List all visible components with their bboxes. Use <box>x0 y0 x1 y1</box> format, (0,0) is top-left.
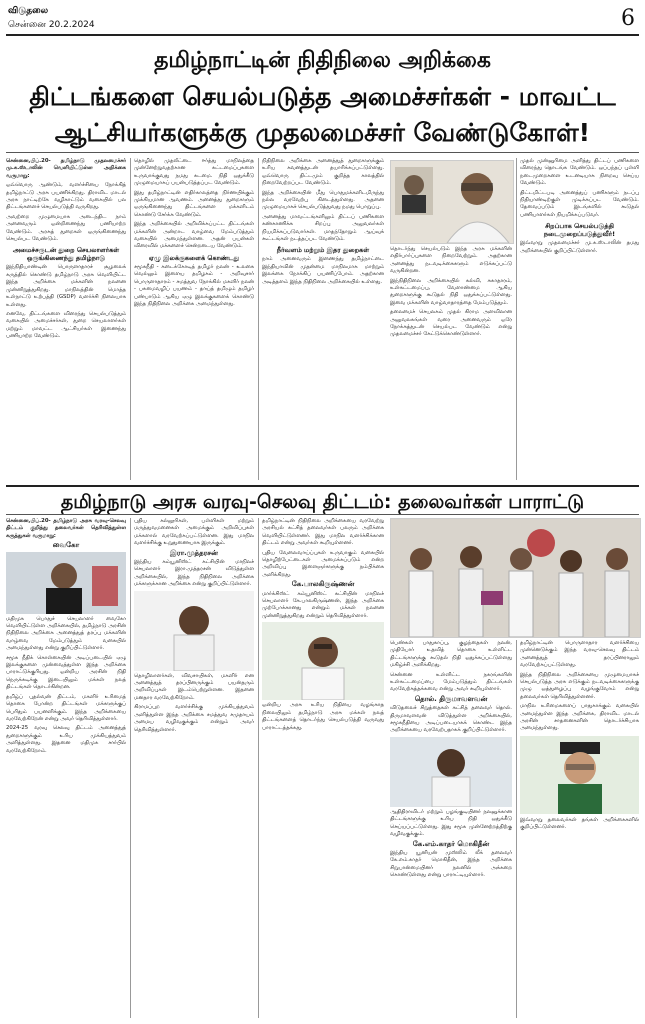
chief-minister-photo <box>390 160 514 244</box>
headline-line-3: ஆட்சியர்களுக்கு முதலமைச்சர் வேண்டுகோள்! <box>54 118 591 147</box>
section2-header <box>6 485 639 517</box>
paragraph: இந்த அறிக்கையின் மீது பொதுமக்களிடமிருந்து நல்ல வரவேற்பு கிடைத்துள்ளது. அதனை முழுமையாகச் செயல்படுத்துவது நமது பொறுப்பு. <box>262 189 384 211</box>
story1-column-3 <box>262 158 384 480</box>
paragraph: தமிழ்நாட்டின் நிதிநிலை அறிக்கையை வரவேற்று அரசியல் கட்சித் தலைவர்கள் பலரும் அறிக்கை வெளியிட்டுள்ளனர். இது மாநில வளர்ச்சிக்கான திட்டம் என்று அவர்கள் கூறியுள்ளனர். <box>262 518 384 547</box>
story1-column-2 <box>134 158 254 480</box>
leader-name-kader-mohideen: கே.எம்.காதர் மொகிதீன் <box>412 839 490 848</box>
paragraph: இந்திய யூனியன் முஸ்லிம் லீக் தலைவர் கே.எம்.காதர் மொகிதீன், இந்த அறிக்கை சிறுபான்மையினர் நலனில் அக்கறை கொண்டுள்ளது என்று பாராட்டியுள்ளார். <box>390 849 512 879</box>
thirumavalavan-photo-graphic <box>390 737 512 807</box>
paragraph: இந்நிதியாண்டின் பொருளாதாரச் சூழலைக் கருத்தில் கொண்டு தமிழ்நாடு அரசு வெளியிட்ட இந்த அறிக்கை மக்களின் நலனை முன்னிறுத்துகிறது. மாநிலத்தின் மொத்த உள்நாட்டு உற்பத்தி (GSDP) வளர்ச்சி நிலையாக உள்ளது. <box>6 264 126 308</box>
headline-rule <box>6 152 639 153</box>
story1-column-5 <box>520 158 639 480</box>
section2-column-4 <box>390 640 512 1018</box>
column-divider <box>516 158 517 480</box>
section2-title: தமிழ்நாடு அரசு வரவு-செலவு திட்டம்: தலைவர்கள் பாராட்டு <box>60 491 585 513</box>
paragraph: புதிய கல்லூரிகள், பள்ளிகள் மற்றும் மருத்துவமனைகள் அமைக்கும் அறிவிப்புகள் மக்களால் வரவேற்கப்பட்டுள்ளன. இது மாநில வளர்ச்சிக்கு உறுதுணையாக இருக்கும். <box>134 518 254 547</box>
paragraph: விடுதலைச் சிறுத்தைகள் கட்சித் தலைவர் தொல். திருமாவளவன் விடுத்துள்ள அறிக்கையில், சமூகநீதியை அடிப்படையாகக் கொண்ட இந்த அறிக்கையை வரவேற்பதாகக் குறிப்பிட்டுள்ளார். <box>390 705 512 734</box>
thirumavalavan-photo <box>390 737 512 807</box>
subhead: அமைச்சருடன் துறை செயலாளர்கள் ஒருங்கிணைந்து தமிழ்நாடு <box>12 246 120 263</box>
story1-lead: சென்னை,பிப்.20- தமிழ்நாடு முதலமைச்சர் மு.க.ஸ்டாலின் வெளியிட்டுள்ள அறிக்கை வருமாறு: <box>6 158 126 179</box>
paragraph: இந்நிதிநிலை அறிக்கையில் கல்வி, சுகாதாரம், உள்கட்டமைப்பு, வேளாண்மை ஆகிய துறைகளுக்கு கூடுதல் நிதி ஒதுக்கப்பட்டுள்ளது. இவை மக்களின் வாழ்வாதாரத்தை மேம்படுத்தும். <box>390 277 512 306</box>
section2-column-3 <box>262 518 384 1018</box>
leader-name-thirumavalavan: தொல். திருமாவளவன் <box>414 694 488 703</box>
column-divider <box>258 158 259 480</box>
paragraph: 2024-25 வரவு செலவு திட்டம் அனைத்துத் துறைகளுக்கும் உரிய முக்கியத்துவம் அளித்துள்ளது. இதனை மதிமுக சார்பில் வரவேற்கிறோம். <box>6 725 126 754</box>
paragraph: இந்திய கம்யூனிஸ்ட் கட்சியின் மாநிலச் செயலாளர் இரா.முத்தரசன் விடுத்துள்ள அறிக்கையில், இந்த நிதிநிலை அறிக்கை மக்களுக்கான அறிக்கை என்று குறிப்பிட்டுள்ளார். <box>134 559 254 588</box>
paragraph: அனைத்து மாவட்டங்களிலும் திட்டப் பணிகளை கண்காணிக்க சிறப்பு அலுவலர்கள் நியமிக்கப்படுவார்கள். மாதந்தோறும் ஆய்வுக் கூட்டங்கள் நடத்தப்பட வேண்டும். <box>262 213 384 243</box>
paragraph: தமிழ்ப் புதல்வன் திட்டம், மகளிர் உரிமைத் தொகை போன்ற திட்டங்கள் மக்களுக்குப் பெரிதும் பயனளிக்கும். இந்த அறிக்கையை வரவேற்கிறேன் என்று அவர் தெரிவித்துள்ளார். <box>6 693 126 722</box>
paragraph: இந்த அறிக்கையில் அறிவிக்கப்பட்ட திட்டங்கள் மக்களின் அன்றாட வாழ்வை மேம்படுத்தும் வகையில் அமைந்துள்ளன. அதன் பயன்கள் விரைவில் மக்களைச் சென்றடைய வேண்டும். <box>134 221 254 250</box>
group-photo-graphic <box>391 519 640 637</box>
kader-mohideen-photo <box>520 736 639 814</box>
dateline: சென்னை 20.2.2024 <box>8 20 95 30</box>
paragraph: திட்டமிட்டபடி அனைத்துப் பணிகளும் நடப்பு நிதியாண்டிற்குள் முடிக்கப்பட வேண்டும். தேவைப்படும் இடங்களில் கூடுதல் பணியாளர்கள் நியமிக்கப்படுவர். <box>520 189 639 218</box>
leader-name-mutharasan: இரா.முத்தரசன் <box>170 548 218 557</box>
balakrishnan-photo <box>262 622 384 700</box>
paragraph: சென்னை உள்ளிட்ட நகரங்களின் உள்கட்டமைப்பை மேம்படுத்தும் திட்டங்கள் வரவேற்கத்தக்கவை என்று அவர் கூறியுள்ளார். <box>390 671 512 693</box>
paragraph: மாநில உரிமைகளைப் பாதுகாக்கும் வகையில் அமைந்துள்ள இந்த அறிக்கை, திராவிட மாடல் அரசின் சாதனைகளின் தொடர்ச்சியாக அமைந்துள்ளது. <box>520 703 639 732</box>
paragraph: சமூக நீதிக் கொள்கையின் அடிப்படையில் ஏழு இலக்குகளை முன்வைத்துள்ள இந்த அறிக்கை பாராட்டுக்குரியது. ஒன்றிய அரசின் நிதி நெருக்கடிக்கு இடையிலும் மக்கள் நலத் திட்டங்கள் தொடர்கின்றன. <box>6 654 126 691</box>
paragraph: கிராமப்புற வளர்ச்சிக்கு முக்கியத்துவம் அளித்துள்ள இந்த அறிக்கை சமத்துவ சமுதாயம் அமைய வழிவகுக்கும் என்றும் அவர் தெரிவித்துள்ளார். <box>134 704 254 733</box>
page-number: 6 <box>621 6 635 31</box>
paragraph: மார்க்சிஸ்ட் கம்யூனிஸ்ட் கட்சியின் மாநிலச் செயலாளர் கே.பாலகிருஷ்ணன், இந்த அறிக்கை முற்போக்கானது என்றும் மக்கள் நலனை முன்னிறுத்துகிறது என்றும் தெரிவித்துள்ளார். <box>262 590 384 619</box>
paragraph: எனவே, திட்டங்களை விரைந்து செயல்படுத்தும் வகையில் அமைச்சர்கள், துறை செயலாளர்கள் மற்றும் மாவட்ட ஆட்சியர்கள் இணைந்து பணியாற்ற வேண்டும். <box>6 310 126 340</box>
paragraph: ஒன்றிய அரசு உரிய நிதியை வழங்காத நிலையிலும் தமிழ்நாடு அரசு மக்கள் நலத் திட்டங்களைத் தொடர்ந்து செயல்படுத்தி வருவது பாராட்டத்தக்கது. <box>262 702 384 731</box>
paragraph: முதல் முன்னுரிமை அளித்து திட்டப் பணிகளை விரைந்து தொடங்க வேண்டும். ஒப்பந்தப் புள்ளி நடைமுறைகளை உடனடியாக நிறைவு செய்ய வேண்டும். <box>520 158 639 187</box>
subhead: ஏழு இலக்குகளைக் கொண்டது <box>148 253 240 262</box>
paragraph: அவற்றை முழுமையாக அடைந்திட நாம் அனைவரும் ஒன்றிணைந்து பணியாற்ற வேண்டும். அரசுத் துறைகள் ஒருங்கிணைந்து செயல்பட வேண்டும். <box>6 213 126 243</box>
paragraph: இது தமிழ்நாட்டின் எதிர்காலத்தை நிர்ணயிக்கும் முக்கியமான ஆவணம். அனைத்து துறைகளும் ஒருங்கிணைந்து திட்டங்களை மக்களிடம் கொண்டு சேர்க்க வேண்டும். <box>134 189 254 218</box>
paragraph: தொழில் முதலீட்டை ஈர்த்து மாநிலத்தை முன்னேற்றுவதற்கான கட்டமைப்புகளை உருவாக்குவது நமது கடமை. நிதி ஒதுக்கீடு முழுமையாகப் பயன்படுத்தப்பட வேண்டும். <box>134 158 254 187</box>
paragraph: பெண்கள் பாதுகாப்பு, குழந்தைகள் நலன், முதியோர் உதவித் தொகை உள்ளிட்ட திட்டங்களுக்கு கூடுதல் நிதி ஒதுக்கப்பட்டுள்ளது மகிழ்ச்சி அளிக்கிறது. <box>390 640 512 669</box>
paragraph: இந்த நிதிநிலை அறிக்கையை முழுமையாகச் செயல்படுத்த அரசு எடுக்கும் நடவடிக்கைகளுக்கு முழு ஒத்துழைப்பு வழங்குவோம் என்று தலைவர்கள் தெரிவித்துள்ளனர். <box>520 671 639 700</box>
column-divider <box>130 518 131 1018</box>
paragraph: தலைமைச் செயலகம் முதல் கிராம அளவிலான அலுவலகங்கள் வரை அனைவரும் ஒரே நோக்கத்துடன் செயல்பட வேண்டும் என்று முதலமைச்சர் கேட்டுக்கொண்டுள்ளார். <box>390 309 512 338</box>
section2-column-1 <box>6 518 126 1018</box>
vaiko-photo-graphic <box>6 552 126 614</box>
paper-name: விடுதலை <box>8 6 49 16</box>
subhead: நீர்வளம் மற்றும் இதர துறைகள் <box>276 246 370 255</box>
vaiko-photo <box>6 552 126 614</box>
paragraph: மதிமுக பொதுச் செயலாளர் வைகோ வெளியிட்டுள்ள அறிக்கையில், தமிழ்நாடு அரசின் நிதிநிலை அறிக்கை அனைத்துத் தரப்பு மக்களின் வாழ்வை மேம்படுத்தும் வகையில் அமைந்துள்ளது என்று குறிப்பிட்டுள்ளார். <box>6 615 126 652</box>
column-divider <box>130 158 131 480</box>
subhead: சிறப்பாக செயல்படுத்தி நடைமுறைப்படுத்துவீர்! <box>543 222 616 239</box>
paragraph: நிதிநிலை அறிக்கை அனைத்துத் துறைகளுக்கும் உரிய கவனத்துடன் தயாரிக்கப்பட்டுள்ளது. ஒவ்வொரு திட்டமும் குறித்த காலத்தில் நிறைவேற்றப்பட வேண்டும். <box>262 158 384 187</box>
section2-column-2 <box>134 518 254 1018</box>
balakrishnan-photo-graphic <box>262 622 384 700</box>
column-divider <box>258 518 259 1018</box>
mutharasan-photo-graphic <box>134 591 254 671</box>
leader-name-vaiko: வைகோ <box>52 541 80 550</box>
paragraph: தொடர்ந்து செயல்படும் இந்த அரசு மக்களின் எதிர்பார்ப்புகளை நிறைவேற்றும். அதற்கான அனைத்து நடவடிக்கைகளும் எடுக்கப்பட்டு வருகின்றன. <box>390 246 512 275</box>
paragraph: ஆதிதிராவிடர் மற்றும் பழங்குடியினர் நலனுக்கான திட்டங்களுக்கு உரிய நிதி ஒதுக்கீடு செய்யப்பட்டுள்ளது. இது சமூக முன்னேற்றத்திற்கு வழிவகுக்கும். <box>390 808 512 838</box>
chief-minister-photo-graphic <box>391 161 513 243</box>
section2-lead: சென்னை,பிப்.20- தமிழ்நாடு அரசு வரவு-செலவு திட்டம் குறித்து தலைவர்கள் தெரிவித்துள்ள கருத்துகள் வருமாறு: <box>6 518 126 539</box>
paragraph: நாம் அனைவரும் இணைந்து தமிழ்நாட்டை இந்தியாவின் முதன்மை மாநிலமாக மாற்றும் இலக்கை நோக்கிப் பயணிப்போம். அதற்கான அடித்தளம் இந்த நிதிநிலை அறிக்கையில் உள்ளது. <box>262 256 384 285</box>
paragraph: சமூகநீதி - கடைக்கோடித் தமிழர் நலன் - உலகை வெல்லும் இளைய தமிழகம் - அறிவுசார் பொருளாதாரம் - சமத்துவ நோக்கில் மகளிர் நலன் - பசுமைவழிப் பயணம் - தாய்த் தமிழும் தமிழர் பண்பாடும் ஆகிய ஏழு இலக்குகளைக் கொண்டு இந்த நிதிநிலை அறிக்கை அமைந்துள்ளது. <box>134 263 254 307</box>
mutharasan-photo <box>134 591 254 671</box>
paragraph: ஒவ்வொரு ஆண்டும், வளர்ச்சியை நோக்கித் தமிழ்நாட்டு அரசு பயணிக்கிறது. திராவிட மாடல் அரசு நாட்டிற்கே வழிகாட்டும் வகையில் பல திட்டங்களைச் செயல்படுத்தி வருகிறது. <box>6 182 126 211</box>
group-photo <box>390 518 641 638</box>
headline-line-2: திட்டங்களை செயல்படுத்த அமைச்சர்கள் - மாவட்ட <box>29 82 616 111</box>
kader-mohideen-photo-graphic <box>520 736 639 814</box>
story1-column-1 <box>6 158 126 480</box>
paragraph: இவ்வாறு தலைவர்கள் தங்கள் அறிக்கைகளில் குறிப்பிட்டுள்ளனர். <box>520 816 639 831</box>
section2-rule <box>6 514 639 515</box>
section2-column-5 <box>520 640 639 1018</box>
paragraph: இவ்வாறு முதலமைச்சர் மு.க.ஸ்டாலின் தமது அறிக்கையில் குறிப்பிட்டுள்ளார். <box>520 240 639 254</box>
masthead <box>6 4 639 36</box>
story1-column-4 <box>390 246 512 480</box>
paragraph: தமிழ்நாட்டின் பொருளாதார வளர்ச்சியை முன்னெடுக்கும் இந்த வரவு-செலவு திட்டம் அனைத்துத் தரப்பினராலும் வரவேற்கப்பட்டுள்ளது. <box>520 640 639 669</box>
paragraph: புதிய வேலைவாய்ப்புகள் உருவாகும் வகையில் தொழிற்பேட்டைகள் அமைக்கப்படும் என்ற அறிவிப்பு இளைஞர்களுக்கு நம்பிக்கை அளிக்கிறது. <box>262 549 384 578</box>
headline-line-1: தமிழ்நாட்டின் நிதிநிலை அறிக்கை <box>154 48 491 73</box>
leader-name-balakrishnan: கே.பாலகிருஷ்ணன் <box>291 580 355 589</box>
paragraph: தொழிலாளர்கள், விவசாயிகள், மகளிர் என அனைத்துத் தரப்பினருக்கும் பயன்தரும் அறிவிப்புகள் இடம்பெற்றுள்ளன. இதனை மனதார வரவேற்கிறோம். <box>134 672 254 701</box>
column-divider <box>516 640 517 1018</box>
